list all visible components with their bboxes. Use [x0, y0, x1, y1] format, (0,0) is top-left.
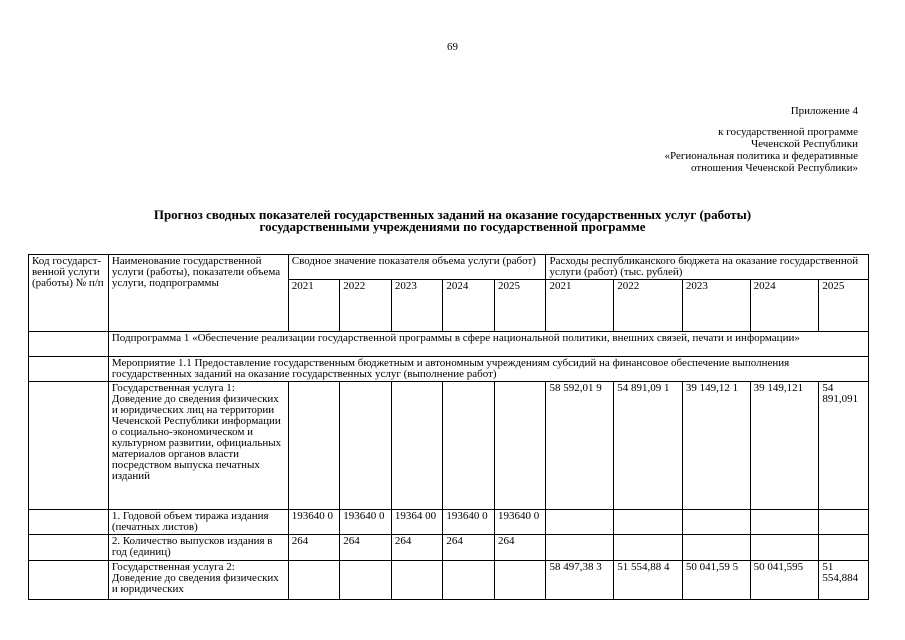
code-cell — [29, 382, 109, 510]
header-year: 2023 — [682, 280, 750, 332]
budget-cell: 39 149,12 1 — [682, 382, 750, 510]
volume-cell: 19364 00 — [391, 510, 443, 535]
volume-cell — [340, 382, 392, 510]
budget-cell: 58 592,01 9 — [546, 382, 614, 510]
code-cell — [29, 357, 109, 382]
code-cell — [29, 332, 109, 357]
title-line-2: государственными учреждениями по государственной программе — [259, 219, 646, 234]
volume-cell: 264 — [443, 535, 495, 561]
header-name: Наименование государственной услуги (работы), показатели объема услуги, подпрограммы — [108, 255, 288, 332]
table-row — [29, 561, 869, 600]
volume-cell — [288, 561, 340, 600]
measure-row: Мероприятие 1.1 Предоставление государственным бюджетным и автономным учреждениям субсидий на финансовое обеспечение выполнения государственных заданий на оказание государственных услуг (выполнение работ) — [108, 357, 868, 382]
header-year: 2022 — [614, 280, 683, 332]
volume-cell: 264 — [391, 535, 443, 561]
table-row — [29, 535, 869, 561]
annex-number: Приложение 4 — [790, 105, 858, 117]
header-budget: Расходы республиканского бюджета на оказание государственной услуги (работ) (тыс. рублей) — [546, 255, 869, 280]
volume-cell: 193640 0 — [340, 510, 392, 535]
budget-cell — [614, 510, 683, 535]
code-cell — [29, 561, 109, 600]
annex-line: отношения Чеченской Республики» — [690, 162, 858, 174]
annex-line: «Региональная политика и федеративные — [664, 150, 858, 162]
budget-cell — [546, 535, 614, 561]
budget-cell: 51 554,884 — [819, 561, 869, 600]
annex-line: Чеченской Республики — [750, 138, 858, 150]
volume-cell — [443, 382, 495, 510]
document-title — [60, 209, 845, 233]
code-cell — [29, 535, 109, 561]
budget-cell: 51 554,88 4 — [614, 561, 683, 600]
annex-line: к государственной программе — [718, 126, 858, 138]
volume-cell: 264 — [494, 535, 546, 561]
budget-cell — [546, 510, 614, 535]
table-row — [29, 510, 869, 535]
table-row — [29, 382, 869, 510]
volume-cell — [288, 382, 340, 510]
header-year: 2024 — [750, 280, 819, 332]
header-year: 2025 — [494, 280, 546, 332]
budget-cell: 58 497,38 3 — [546, 561, 614, 600]
budget-cell — [819, 510, 869, 535]
budget-cell: 54 891,091 — [819, 382, 869, 510]
budget-cell — [614, 535, 683, 561]
service-name-cell: Государственная услуга 1: Доведение до сведения физических и юридических лиц на территории Чеченской Республики информации о социально-экономическом и культурном развитии, официальных материалов органов власти посредством выпуска печатных изданий — [108, 382, 288, 510]
volume-cell — [494, 382, 546, 510]
budget-cell: 50 041,59 5 — [682, 561, 750, 600]
title-line-1: Прогноз сводных показателей государственных заданий на оказание государственных услуг (работы) — [153, 207, 752, 222]
volume-cell — [494, 561, 546, 600]
budget-cell — [682, 510, 750, 535]
volume-cell: 193640 0 — [443, 510, 495, 535]
subprogram-row: Подпрограмма 1 «Обеспечение реализации государственной программы в сфере национальной политики, внешних связей, печати и информации» — [108, 332, 868, 357]
budget-cell: 50 041,595 — [750, 561, 819, 600]
header-year: 2021 — [288, 280, 340, 332]
header-year: 2024 — [443, 280, 495, 332]
volume-cell — [340, 561, 392, 600]
header-volume: Сводное значение показателя объема услуги (работ) — [288, 255, 546, 280]
volume-cell — [443, 561, 495, 600]
budget-cell — [682, 535, 750, 561]
budget-cell — [819, 535, 869, 561]
header-year: 2021 — [546, 280, 614, 332]
budget-cell: 54 891,09 1 — [614, 382, 683, 510]
volume-cell: 264 — [288, 535, 340, 561]
volume-cell — [391, 382, 443, 510]
volume-cell: 193640 0 — [494, 510, 546, 535]
header-year: 2022 — [340, 280, 392, 332]
annex-block — [538, 105, 858, 174]
indicator-name-cell: 2. Количество выпусков издания в год (единиц) — [108, 535, 288, 561]
volume-cell — [391, 561, 443, 600]
service-name-cell: Государственная услуга 2: Доведение до сведения физических и юридических — [108, 561, 288, 600]
code-cell — [29, 510, 109, 535]
page-number: 69 — [447, 41, 458, 53]
header-year: 2023 — [391, 280, 443, 332]
forecast-table — [28, 254, 869, 600]
budget-cell — [750, 510, 819, 535]
indicator-name-cell: 1. Годовой объем тиража издания (печатных листов) — [108, 510, 288, 535]
volume-cell: 264 — [340, 535, 392, 561]
volume-cell: 193640 0 — [288, 510, 340, 535]
budget-cell: 39 149,121 — [750, 382, 819, 510]
header-year: 2025 — [819, 280, 869, 332]
budget-cell — [750, 535, 819, 561]
header-code: Код государст-венной услуги (работы) № п/п — [29, 255, 109, 332]
